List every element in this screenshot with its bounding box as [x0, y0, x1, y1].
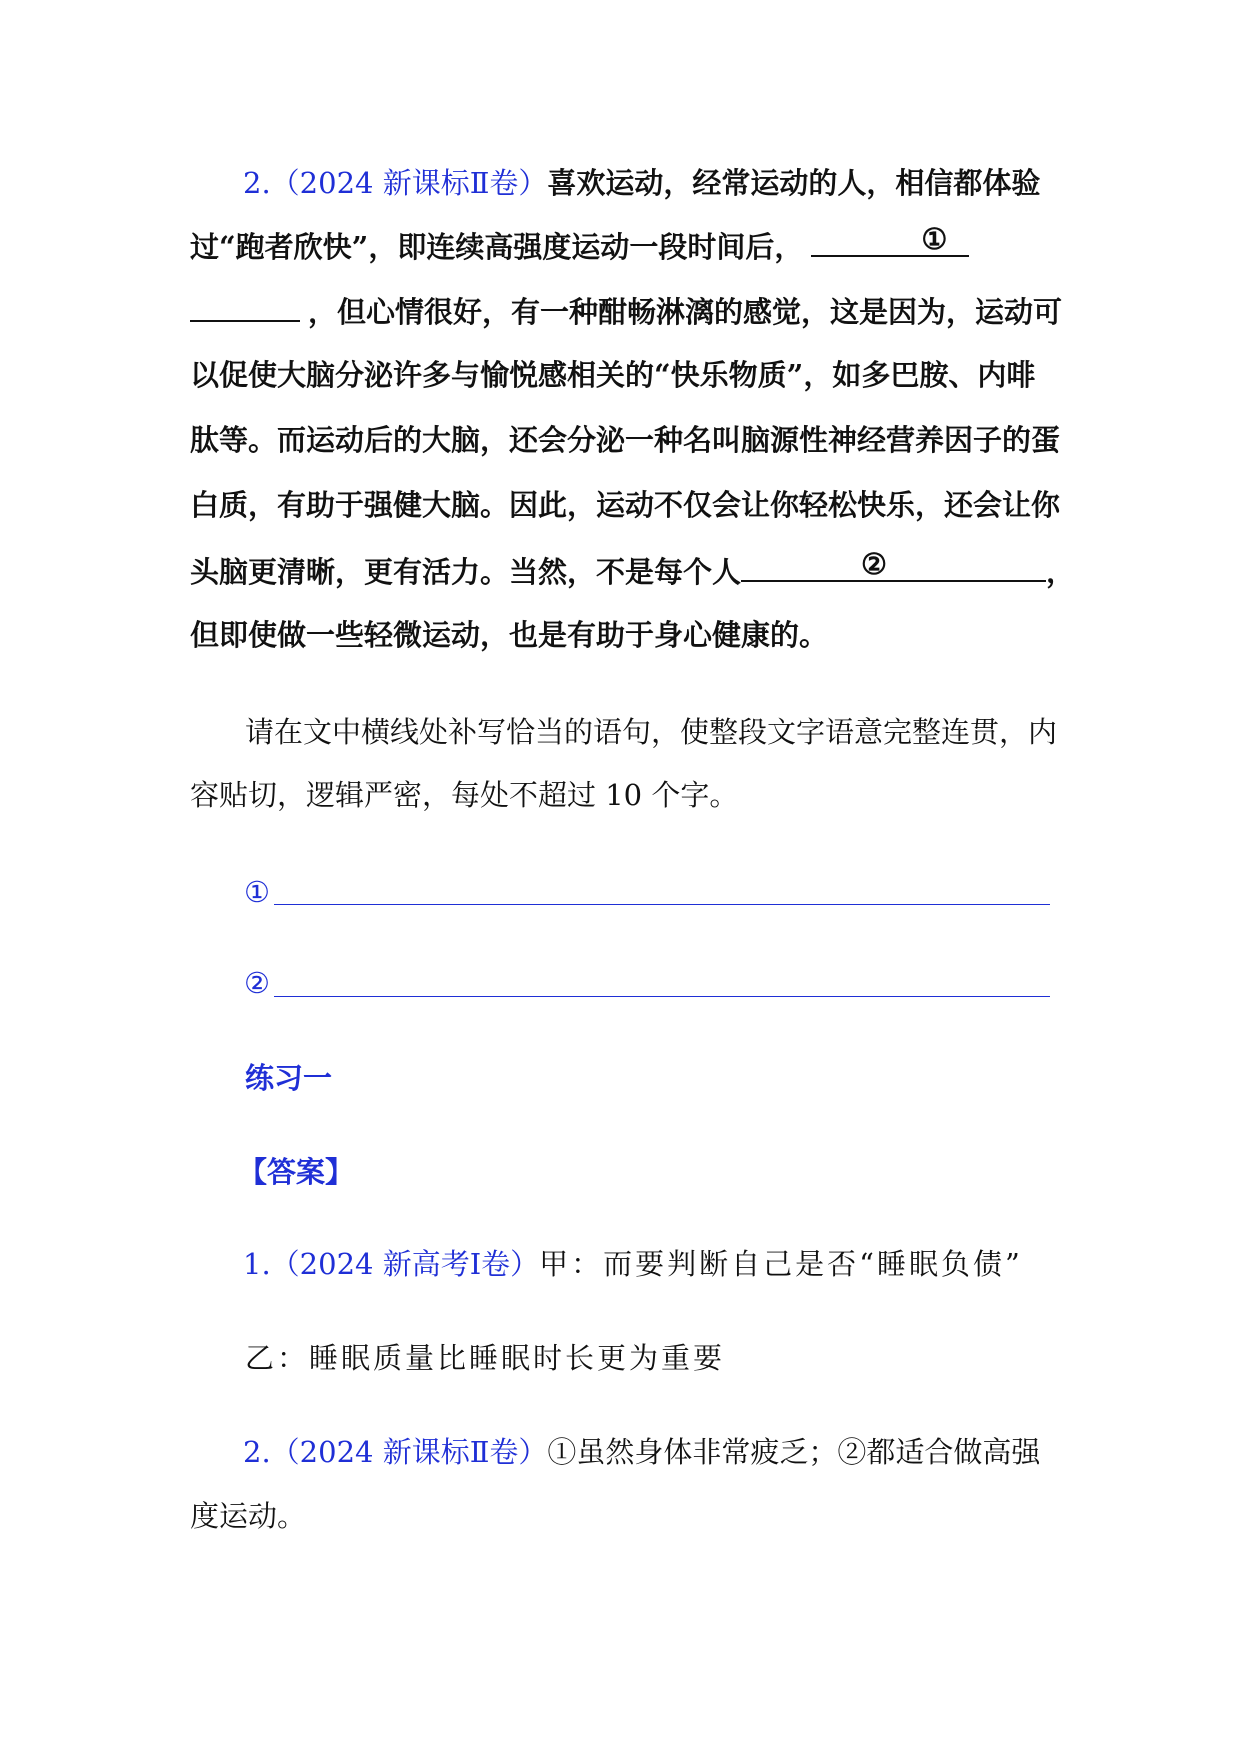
passage-line: [190, 485, 1060, 525]
answer-heading: 【答案】: [238, 1155, 355, 1189]
passage-text: 以促使大脑分泌许多与愉悦感相关的“快乐物质”，如多巴胺、内啡: [190, 358, 1036, 392]
blank-1-part-a: [811, 222, 969, 257]
blank-2: [741, 547, 1046, 582]
passage-text: ，但心情很好，有一种酣畅淋漓的感觉，这是因为，运动可: [308, 295, 1063, 329]
answer-source: （2024 新课标Ⅱ卷）: [270, 1435, 548, 1469]
passage-text: ，: [1046, 555, 1076, 589]
section-title: 练习一: [245, 1061, 333, 1095]
question-2-first-line: [243, 163, 1040, 203]
instruction-line-2: 容贴切，逻辑严密，每处不超过 10 个字。: [190, 778, 739, 812]
passage-line: [190, 420, 1060, 460]
answer-blank-1-mark: ①: [244, 875, 270, 909]
answer-1-line-2: 乙：睡眠质量比睡眠时长更为重要: [245, 1341, 726, 1375]
blank-1-part-b: [190, 290, 300, 322]
answer-blank-1[interactable]: [274, 904, 1050, 905]
passage-line: [190, 615, 828, 655]
answer-1-line-1: [243, 1244, 1023, 1284]
question-number: 2.: [243, 166, 271, 200]
answer-blank-2[interactable]: [274, 996, 1050, 997]
answer-text: 甲：而要判断自己是否“睡眠负债”: [539, 1247, 1023, 1281]
answer-text: ①虽然身体非常疲乏；②都适合做高强: [547, 1435, 1041, 1469]
question-source: （2024 新课标Ⅱ卷）: [270, 166, 548, 200]
blank-2-mark: ②: [861, 547, 888, 581]
passage-text: 过“跑者欣快”，即连续高强度运动一段时间后，: [190, 230, 804, 264]
answer-number: 2.: [243, 1435, 271, 1469]
passage-text: 肽等。而运动后的大脑，还会分泌一种名叫脑源性神经营养因子的蛋: [190, 423, 1061, 457]
answer-2-line-2: 度运动。: [190, 1499, 307, 1533]
blank-1-mark: ①: [921, 222, 948, 256]
passage-text: 但即使做一些轻微运动，也是有助于身心健康的。: [190, 618, 829, 652]
passage-line: [190, 222, 969, 267]
passage-line: [190, 290, 1062, 332]
answer-source: （2024 新高考Ⅰ卷）: [270, 1247, 540, 1281]
answer-blank-2-mark: ②: [244, 966, 270, 1000]
instruction-line-1: 请在文中横线处补写恰当的语句，使整段文字语意完整连贯，内: [245, 715, 1058, 749]
passage-text: 头脑更清晰，更有活力。当然，不是每个人: [190, 555, 742, 589]
passage-line: [190, 355, 1035, 395]
passage-text: 喜欢运动，经常运动的人，相信都体验: [547, 166, 1041, 200]
passage-line: [190, 547, 1076, 592]
answer-number: 1.: [243, 1247, 271, 1281]
passage-text: 白质，有助于强健大脑。因此，运动不仅会让你轻松快乐，还会让你: [190, 488, 1061, 522]
answer-2-line-1: [243, 1432, 1040, 1472]
